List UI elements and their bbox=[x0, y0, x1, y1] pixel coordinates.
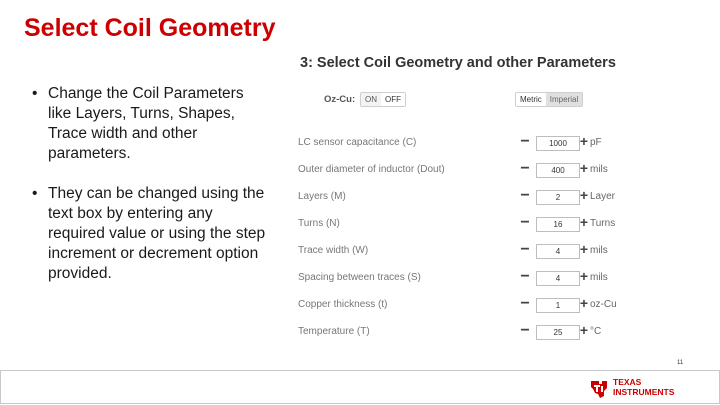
increment-button[interactable]: + bbox=[579, 268, 589, 284]
param-label: Layers (M) bbox=[298, 191, 346, 202]
bullet-line: They can be changed using the bbox=[48, 185, 265, 202]
bullet-line: increment or decrement option bbox=[48, 245, 259, 262]
oz-cu-label: Oz-Cu: bbox=[324, 94, 356, 105]
param-label: Spacing between traces (S) bbox=[298, 272, 421, 283]
decrement-button[interactable]: − bbox=[520, 187, 530, 204]
increment-button[interactable]: + bbox=[579, 133, 589, 149]
param-row-capacitance bbox=[288, 133, 638, 153]
bullet-line: text box by entering any bbox=[48, 205, 213, 222]
param-label: Turns (N) bbox=[298, 218, 340, 229]
bullet-line: required value or using the step bbox=[48, 225, 266, 242]
bullet-item bbox=[32, 184, 290, 284]
param-label: Outer diameter of inductor (Dout) bbox=[298, 164, 445, 175]
capacitance-input[interactable]: 1000 bbox=[536, 136, 580, 151]
slide-number: 11 bbox=[677, 360, 684, 366]
bullet-list bbox=[32, 84, 290, 300]
bullet-line: Trace width and other bbox=[48, 125, 198, 142]
increment-button[interactable]: + bbox=[579, 160, 589, 176]
oz-cu-toggle bbox=[360, 92, 406, 107]
param-label: Copper thickness (t) bbox=[298, 299, 388, 310]
param-row-temperature bbox=[288, 322, 638, 342]
param-row-layers bbox=[288, 187, 638, 207]
oz-cu-off-button[interactable]: OFF bbox=[381, 93, 405, 106]
slide-title: Select Coil Geometry bbox=[24, 14, 276, 42]
bullet-item bbox=[32, 84, 290, 164]
temperature-input[interactable]: 25 bbox=[536, 325, 580, 340]
unit-system-toggle bbox=[515, 92, 583, 107]
unit-label: mils bbox=[590, 245, 608, 256]
bullet-text bbox=[48, 84, 290, 164]
copper-thickness-input[interactable]: 1 bbox=[536, 298, 580, 313]
decrement-button[interactable]: − bbox=[520, 160, 530, 177]
texas-instruments-logo bbox=[588, 376, 675, 400]
ti-logo-text bbox=[613, 378, 674, 397]
decrement-button[interactable]: − bbox=[520, 268, 530, 285]
param-row-trace-width bbox=[288, 241, 638, 261]
unit-label: mils bbox=[590, 164, 608, 175]
bullet-dot: • bbox=[32, 85, 38, 102]
param-row-spacing bbox=[288, 268, 638, 288]
param-label: Temperature (T) bbox=[298, 326, 370, 337]
ti-logo-icon bbox=[588, 377, 610, 399]
bullet-line: provided. bbox=[48, 265, 112, 282]
unit-label: Layer bbox=[590, 191, 616, 202]
decrement-button[interactable]: − bbox=[520, 214, 530, 231]
bullet-line: Change the Coil Parameters bbox=[48, 85, 244, 102]
param-row-outer-diameter bbox=[288, 160, 638, 180]
decrement-button[interactable]: − bbox=[520, 322, 530, 339]
unit-label: °C bbox=[590, 326, 602, 337]
ti-logo-line1: TEXAS bbox=[613, 377, 642, 387]
ti-logo-line2: INSTRUMENTS bbox=[613, 386, 675, 397]
imperial-button[interactable]: Imperial bbox=[546, 93, 582, 106]
layers-input[interactable]: 2 bbox=[536, 190, 580, 205]
bullet-text bbox=[48, 184, 290, 284]
bullet-line: parameters. bbox=[48, 145, 131, 162]
oz-cu-on-button[interactable]: ON bbox=[361, 93, 381, 106]
panel-heading: 3: Select Coil Geometry and other Parameters bbox=[300, 55, 616, 71]
param-row-copper-thickness bbox=[288, 295, 638, 315]
turns-input[interactable]: 16 bbox=[536, 217, 580, 232]
outer-diameter-input[interactable]: 400 bbox=[536, 163, 580, 178]
increment-button[interactable]: + bbox=[579, 295, 589, 311]
metric-button[interactable]: Metric bbox=[516, 93, 546, 106]
increment-button[interactable]: + bbox=[579, 322, 589, 338]
decrement-button[interactable]: − bbox=[520, 241, 530, 258]
bullet-line: like Layers, Turns, Shapes, bbox=[48, 105, 235, 122]
trace-width-input[interactable]: 4 bbox=[536, 244, 580, 259]
unit-label: pF bbox=[590, 137, 602, 148]
decrement-button[interactable]: − bbox=[520, 133, 530, 150]
unit-label: Turns bbox=[590, 218, 616, 229]
param-label: Trace width (W) bbox=[298, 245, 369, 256]
coil-parameters-panel bbox=[288, 50, 638, 350]
bullet-dot: • bbox=[32, 185, 38, 202]
param-label: LC sensor capacitance (C) bbox=[298, 137, 417, 148]
increment-button[interactable]: + bbox=[579, 241, 589, 257]
param-row-turns bbox=[288, 214, 638, 234]
unit-label: mils bbox=[590, 272, 608, 283]
unit-label: oz-Cu bbox=[590, 299, 617, 310]
decrement-button[interactable]: − bbox=[520, 295, 530, 312]
increment-button[interactable]: + bbox=[579, 214, 589, 230]
spacing-input[interactable]: 4 bbox=[536, 271, 580, 286]
increment-button[interactable]: + bbox=[579, 187, 589, 203]
